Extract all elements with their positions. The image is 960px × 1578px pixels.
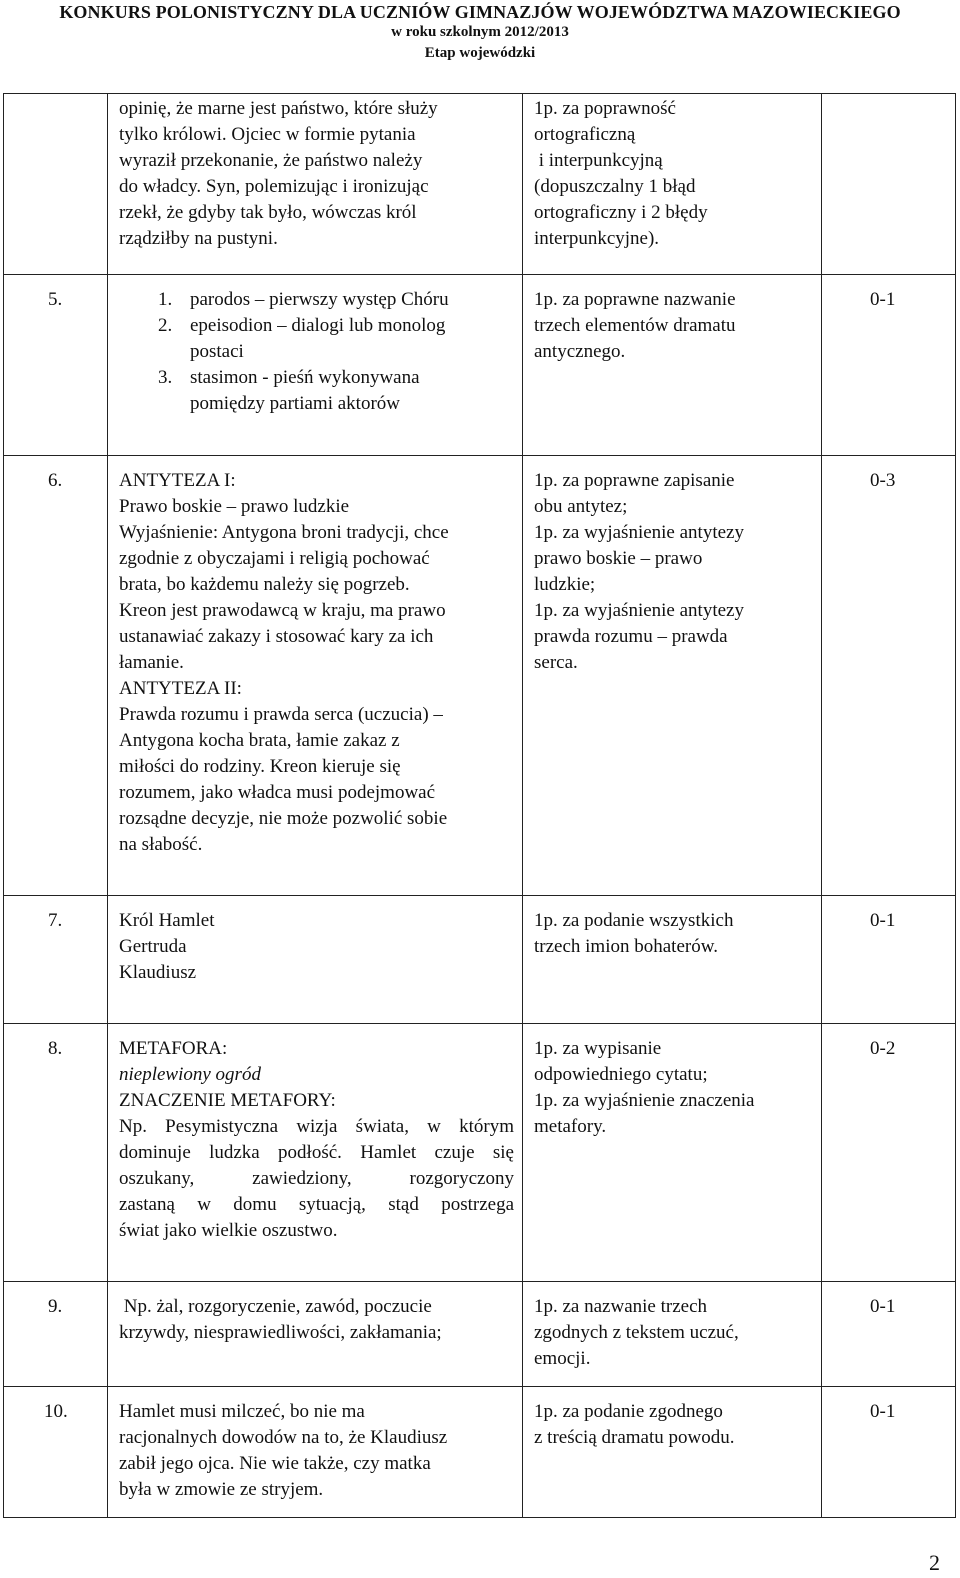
header-contest-title: KONKURS POLONISTYCZNY DLA UCZNIÓW GIMNAZJÓW WOJEWÓDZTWA MAZOWIECKIEGO	[59, 2, 901, 22]
text-line: odpowiedniego cytatu;	[534, 1064, 708, 1085]
text-line: 1p. za wyjaśnienie antytezy	[534, 522, 744, 543]
text-line: do władcy. Syn, polemizując i ironizując	[119, 176, 429, 197]
text-line: zabił jego ojca. Nie wie także, czy matka	[119, 1453, 431, 1474]
text-line: 1p. za wyjaśnienie antytezy	[534, 600, 744, 621]
text-line: stasimon - pieśń wykonywana	[190, 367, 420, 388]
table-row-4-continued	[4, 94, 956, 275]
number-cell	[4, 1282, 108, 1387]
points-value: 0-2	[870, 1038, 896, 1059]
text-line: zastaną w domu sytuacją, stąd postrzega	[119, 1194, 514, 1215]
text-line: ortograficzną	[534, 124, 636, 145]
points-cell	[822, 896, 956, 1024]
criteria-cell	[523, 1387, 822, 1518]
text-line: na słabość.	[119, 834, 203, 855]
text-line: 1p. za wypisanie	[534, 1038, 662, 1059]
text-line: obu antytez;	[534, 496, 628, 517]
text-line: zgodnie z obyczajami i religią pochować	[119, 548, 430, 569]
text-line: wyraził przekonanie, że państwo należy	[119, 150, 423, 171]
text-line: brata, bo każdemu należy się pogrzeb.	[119, 574, 410, 595]
number-cell	[4, 456, 108, 896]
text-line: trzech imion bohaterów.	[534, 936, 718, 957]
points-value: 0-1	[870, 910, 896, 931]
criteria-cell	[523, 456, 822, 896]
criteria-text	[523, 275, 821, 379]
answer-cell	[108, 456, 523, 896]
points-cell	[822, 1282, 956, 1387]
text-line: prawo boskie – prawo	[534, 548, 703, 569]
text-line: 1p. za podanie zgodnego	[534, 1401, 723, 1422]
text-line: Antygona kocha brata, łamie zakaz z	[119, 730, 400, 751]
text-line: Król Hamlet	[119, 910, 215, 931]
text-line: serca.	[534, 652, 578, 673]
meaning-label: ZNACZENIE METAFORY:	[119, 1090, 336, 1111]
text-line: emocji.	[534, 1348, 591, 1369]
text-line: ustanawiać zakazy i stosować kary za ich	[119, 626, 434, 647]
list-item	[158, 287, 522, 313]
text-line: parodos – pierwszy występ Chóru	[190, 289, 449, 310]
criteria-text	[523, 1387, 821, 1465]
text-line: miłości do rodziny. Kreon kieruje się	[119, 756, 401, 777]
item-number: 1.	[158, 289, 173, 310]
answer-cell	[108, 1282, 523, 1387]
text-line: Hamlet musi milczeć, bo nie ma	[119, 1401, 365, 1422]
text-line: z treścią dramatu powodu.	[534, 1427, 735, 1448]
table-row-7	[4, 896, 956, 1024]
criteria-cell	[523, 1282, 822, 1387]
task-number: 10.	[44, 1401, 68, 1422]
text-line: metafory.	[534, 1116, 607, 1137]
points-value: 0-1	[870, 1401, 896, 1422]
text-line: antycznego.	[534, 341, 626, 362]
answer-text	[108, 456, 522, 872]
text-line: rozsądne decyzje, nie może pozwolić sobie	[119, 808, 448, 829]
text-line: Gertruda	[119, 936, 187, 957]
text-line: łamanie.	[119, 652, 184, 673]
table-row-8	[4, 1024, 956, 1282]
text-line: rzekł, że gdyby tak było, wówczas król	[119, 202, 417, 223]
answer-text	[108, 1387, 522, 1517]
answer-text	[108, 1024, 522, 1258]
points-value: 0-3	[870, 470, 896, 491]
text-line: Wyjaśnienie: Antygona broni tradycji, chce	[119, 522, 449, 543]
points-value: 0-1	[870, 289, 896, 310]
text-line: (dopuszczalny 1 błąd	[534, 176, 696, 197]
text-line: 1p. za wyjaśnienie znaczenia	[534, 1090, 755, 1111]
text-line: interpunkcyjne).	[534, 228, 660, 249]
points-cell	[822, 1024, 956, 1282]
points-cell	[822, 456, 956, 896]
number-cell	[4, 1387, 108, 1518]
points-cell	[822, 275, 956, 456]
points-value: 0-1	[870, 1296, 896, 1317]
text-line: zgodnych z tekstem uczuć,	[534, 1322, 739, 1343]
number-cell	[4, 896, 108, 1024]
criteria-text	[523, 1024, 821, 1154]
drama-elements-list	[108, 287, 522, 417]
number-cell	[4, 94, 108, 275]
task-number: 8.	[48, 1038, 63, 1059]
answer-text	[108, 896, 522, 1000]
text-line: Np. Pesymistyczna wizja świata, w którym	[119, 1116, 514, 1137]
text-line: i interpunkcyjną	[534, 150, 663, 171]
text-line: rządziłby na pustyni.	[119, 228, 278, 249]
points-cell	[822, 1387, 956, 1518]
answer-cell	[108, 1387, 523, 1518]
item-number: 2.	[158, 315, 173, 336]
answer-cell	[108, 896, 523, 1024]
text-line: świat jako wielkie oszustwo.	[119, 1220, 338, 1241]
text-line: Prawo boskie – prawo ludzkie	[119, 496, 350, 517]
list-item	[158, 365, 522, 417]
answer-cell	[108, 275, 523, 456]
points-cell	[822, 94, 956, 275]
item-number: 3.	[158, 367, 173, 388]
text-line: tylko królowi. Ojciec w formie pytania	[119, 124, 416, 145]
criteria-cell	[523, 275, 822, 456]
text-line: Np. żal, rozgoryczenie, zawód, poczucie	[119, 1296, 432, 1317]
text-line: 1p. za poprawne nazwanie	[534, 289, 736, 310]
answer-key-table	[3, 93, 956, 1518]
text-line: Klaudiusz	[119, 962, 197, 983]
text-line: ludzkie;	[534, 574, 596, 595]
list-item	[158, 313, 522, 365]
text-line: racjonalnych dowodów na to, że Klaudiusz	[119, 1427, 448, 1448]
task-number: 6.	[48, 470, 63, 491]
text-line: opinię, że marne jest państwo, które służy	[119, 98, 438, 119]
text-line: oszukany, zawiedziony, rozgoryczony	[119, 1168, 514, 1189]
text-line: 1p. za poprawność	[534, 98, 676, 119]
text-line: ANTYTEZA II:	[119, 678, 242, 699]
criteria-cell	[523, 1024, 822, 1282]
text-line: Kreon jest prawodawcą w kraju, ma prawo	[119, 600, 446, 621]
text-line: 1p. za nazwanie trzech	[534, 1296, 708, 1317]
metaphor-label: METAFORA:	[119, 1038, 228, 1059]
page-number: 2	[929, 1550, 940, 1575]
header-school-year: w roku szkolnym 2012/2013	[391, 24, 569, 40]
table-row-10	[4, 1387, 956, 1518]
text-line: Prawda rozumu i prawda serca (uczucia) –	[119, 704, 443, 725]
header-stage: Etap wojewódzki	[424, 45, 536, 61]
table-row-9	[4, 1282, 956, 1387]
criteria-text	[523, 456, 821, 690]
table-row-5	[4, 275, 956, 456]
answer-text	[108, 275, 522, 417]
text-line: 1p. za poprawne zapisanie	[534, 470, 735, 491]
criteria-cell	[523, 94, 822, 275]
text-line: postaci	[190, 341, 244, 362]
table-row-6	[4, 456, 956, 896]
answer-cell	[108, 1024, 523, 1282]
task-number: 7.	[48, 910, 63, 931]
metaphor-quote: nieplewiony ogród	[119, 1064, 261, 1085]
task-number: 5.	[48, 289, 63, 310]
text-line: krzywdy, niesprawiedliwości, zakłamania;	[119, 1322, 442, 1343]
answer-text	[108, 1282, 522, 1360]
text-line: epeisodion – dialogi lub monolog	[190, 315, 446, 336]
criteria-text	[523, 94, 821, 266]
text-line: trzech elementów dramatu	[534, 315, 736, 336]
text-line: prawda rozumu – prawda	[534, 626, 728, 647]
answer-text	[108, 94, 522, 266]
text-line: dominuje ludzka podłość. Hamlet czuje się	[119, 1142, 514, 1163]
number-cell	[4, 1024, 108, 1282]
text-line: pomiędzy partiami aktorów	[190, 393, 400, 414]
text-line: ANTYTEZA I:	[119, 470, 236, 491]
criteria-text	[523, 1282, 821, 1386]
number-cell	[4, 275, 108, 456]
task-number: 9.	[48, 1296, 63, 1317]
text-line: była w zmowie ze stryjem.	[119, 1479, 324, 1500]
criteria-cell	[523, 896, 822, 1024]
criteria-text	[523, 896, 821, 974]
text-line: rozumem, jako władca musi podejmować	[119, 782, 436, 803]
text-line: ortograficzny i 2 błędy	[534, 202, 708, 223]
text-line: 1p. za podanie wszystkich	[534, 910, 734, 931]
answer-cell	[108, 94, 523, 275]
